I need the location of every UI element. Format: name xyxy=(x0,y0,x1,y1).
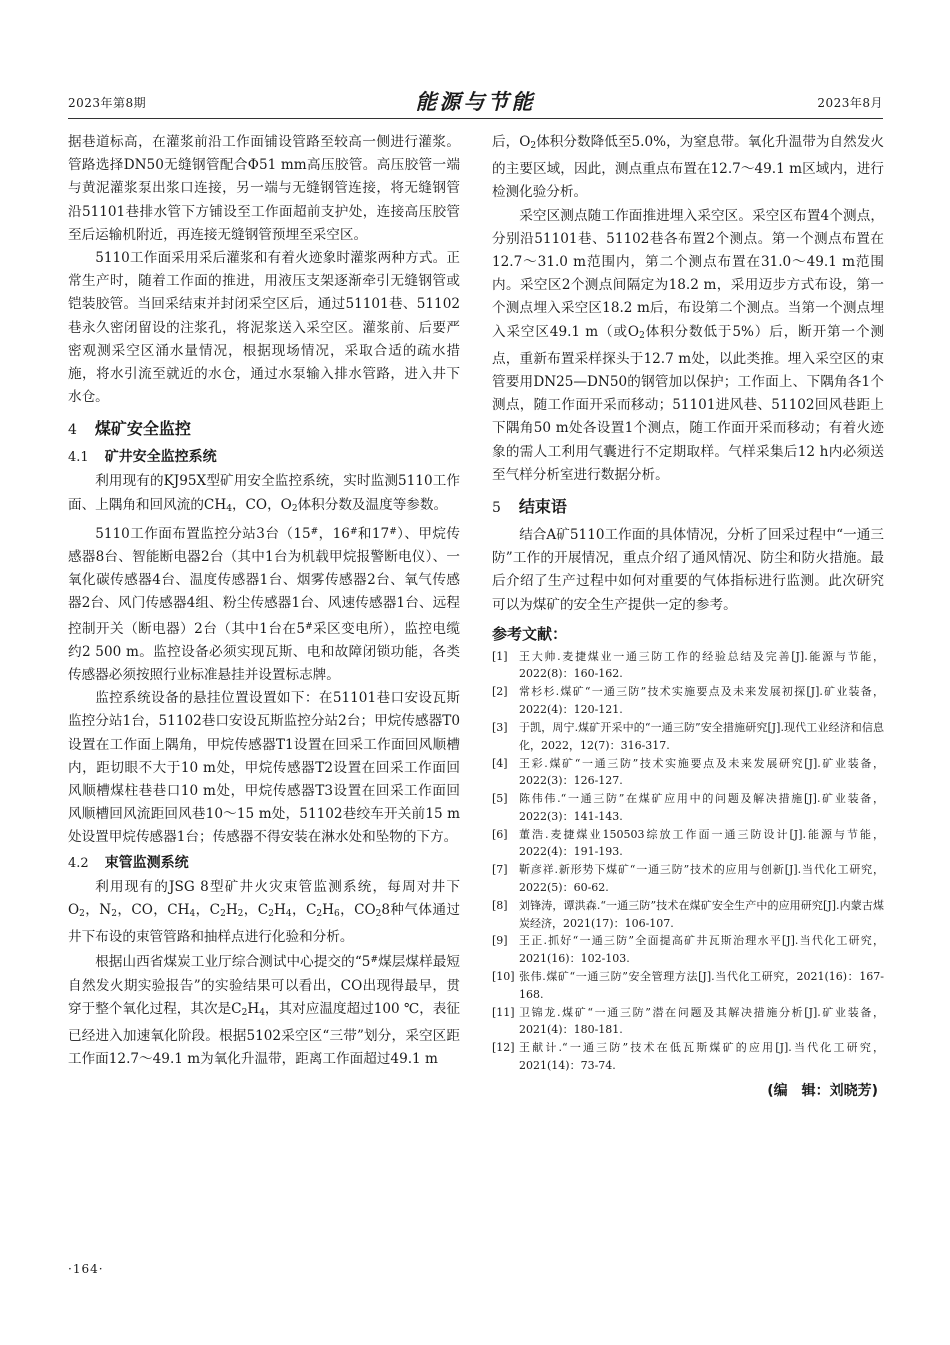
paragraph: 5110工作面布置监控分站3台（15#，16#和17#）、甲烷传感器8台、智能断电器2台（其中1台为机载甲烷报警断电仪）、一氧化碳传感器4台、温度传感器1台、烟雾传感器2台、氧气传感器2台、风门传感器4组、粉尘传感器1台、风速传感器1台、远程控制开关（断电器）2台（其中1台在5#采区变电所），监控电缆约2 500 m。监控设备必须实现瓦斯、电和故障闭锁功能，各类传感器必须按照行业标准悬挂并设置标志牌。 xyxy=(68,525,461,684)
paragraph: 5110工作面采用采后灌浆和有着火迹象时灌浆两种方式。正常生产时，随着工作面的推进，用液压支架逐渐牵引无缝钢管或铠装胶管。当回采结束并封闭采空区后，通过51101巷、51102巷永久密闭留设的注浆孔，将泥浆送入采空区。灌浆前、后要严密观测采空区涌水量情况，根据现场情况，采取合适的疏水措施，将水引流至就近的水仓，通过水泵输入排水管路，进入井下水仓。 xyxy=(68,250,460,406)
reference-item: [1] 王大帅.麦捷煤业一通三防工作的经验总结及完善[J].能源与节能，2022(8)：160-162. xyxy=(492,649,884,681)
subsection-number: 4.1 xyxy=(68,450,89,466)
paragraph: 利用现有的KJ95X型矿用安全监控系统，实时监测5110工作面、上隅角和回风流的CH4，CO，O2体积分数及温度等参数。 xyxy=(68,473,460,514)
reference-list xyxy=(492,648,884,1075)
subsection-number: 4.2 xyxy=(68,855,89,871)
paragraph: 根据山西省煤炭工业厅综合测试中心提交的“5#煤层煤样最短自然发火期实验报告”的实验结果可以看出，CO出现得最早，贯穿于整个氧化过程，其次是C2H4，其对应温度超过100 ℃，表征已经进入加速氧化阶段。根据5102采空区“三带”划分，采空区距工作面12.7～49.1 m为氧化升温带，距离工作面超过49.1 m xyxy=(68,954,460,1068)
reference-item: [12] 王献计.“一通三防”技术在低瓦斯煤矿的应用[J].当代化工研究，2021(14)：73-74. xyxy=(492,1041,884,1072)
subsection-heading-4-2 xyxy=(68,852,460,875)
section-number: 5 xyxy=(492,500,501,517)
section-heading-4 xyxy=(68,417,460,442)
subsection-heading-4-1 xyxy=(68,446,460,469)
editor-credit: (编 辑：刘晓芳) xyxy=(767,1083,878,1100)
reference-item: [8] 刘锋涛，谭洪森.“一通三防”技术在煤矿安全生产中的应用研究[J].内蒙古煤炭经济，2021(17)：106-107. xyxy=(492,898,884,930)
page-header xyxy=(68,86,883,116)
section-heading-5 xyxy=(492,495,884,520)
reference-item: [6] 董浩.麦捷煤业150503综放工作面一通三防设计[J].能源与节能，2022(4)：191-193. xyxy=(492,827,884,859)
reference-item: [4] 王彩.煤矿“一通三防”技术实施要点及未来发展研究[J].矿业装备，2022(3)：126-127. xyxy=(492,756,884,788)
right-column xyxy=(492,131,884,1100)
section-title: 煤矿安全监控 xyxy=(94,419,191,439)
paragraph: 利用现有的JSG 8型矿井火灾束管监测系统，每周对井下O2，N2，CO，CH4，C2H2，C2H4，C2H6，CO28种气体通过井下布设的束管管路和抽样点进行化验和分析。 xyxy=(68,878,461,946)
reference-item: [9] 王正.抓好“一通三防”全面提高矿井瓦斯治理水平[J].当代化工研究，2021(16)：102-103. xyxy=(492,934,884,966)
issue-label: 2023年第8期 xyxy=(68,96,147,110)
reference-item: [10] 张伟.煤矿“一通三防”安全管理方法[J].当代化工研究，2021(16)：167-168. xyxy=(492,970,884,1001)
paragraph: 据巷道标高，在灌浆前沿工作面铺设管路至较高一侧进行灌浆。管路选择DN50无缝钢管配合Φ51 mm高压胶管。高压胶管一端与黄泥灌浆泵出浆口连接，另一端与无缝钢管连接，将无缝钢管沿51101巷排水管下方铺设至工作面超前支护处，连接高压胶管至后运输机附近，再连接无缝钢管预埋至采空区。 xyxy=(68,134,460,243)
reference-item: [2] 常杉杉.煤矿“一通三防”技术实施要点及未来发展初探[J].矿业装备，2022(4)：120-121. xyxy=(492,685,884,717)
section-title: 结束语 xyxy=(518,497,567,517)
paragraph: 结合A矿5110工作面的具体情况，分析了回采过程中“一通三防”工作的开展情况，重点介绍了通风情况、防尘和防火措施。最后介绍了生产过程中如何对重要的气体指标进行监测。此次研究可以为煤矿的安全生产提供一定的参考。 xyxy=(492,527,884,613)
section-number: 4 xyxy=(68,422,77,439)
subsection-title: 矿井安全监控系统 xyxy=(104,449,217,466)
date-label: 2023年8月 xyxy=(817,96,883,110)
reference-item: [7] 靳彦祥.新形势下煤矿“一通三防”技术的应用与创新[J].当代化工研究，2022(5)：60-62. xyxy=(492,863,884,894)
reference-item: [5] 陈伟伟.“一通三防”在煤矿应用中的问题及解决措施[J].矿业装备，2022(3)：141-143. xyxy=(492,792,884,823)
reference-item: [11] 卫锦龙.煤矿“一通三防”潜在问题及其解决措施分析[J].矿业装备，2021(4)：180-181. xyxy=(492,1005,884,1037)
paragraph: 后，O2体积分数降低至5.0%，为窒息带。氧化升温带为自然发火的主要区域，因此，测点重点布置在12.7～49.1 m区域内，进行检测化验分析。 xyxy=(492,134,884,201)
journal-title: 能源与节能 xyxy=(415,89,536,114)
left-column xyxy=(68,131,460,1071)
paragraph: 采空区测点随工作面推进埋入采空区。采空区布置4个测点，分别沿51101巷、51102巷各布置2个测点。第一个测点布置在12.7～31.0 m范围内，第二个测点布置在31.0～49.1 m范围内。采空区2个测点间隔定为18.2 m，采用迈步方式布设，第一个测点埋入采空区18.2 m后，布设第二个测点。当第一个测点埋入采空区49.1 m（或O2体积分数低于5%）后，断开第一个测点，重新布置采样探头于12.7 m处，以此类推。埋入采空区的束管要用DN25—DN50的钢管加以保护；工作面上、下隅角各1个测点，随工作面开采而移动；51101进风巷、51102回风巷距上下隅角50 m处各设置1个测点，随工作面开采而移动；有着火迹象的需人工利用气囊进行不定期取样。气样采集后12 h内必须送至气样分析室进行数据分析。 xyxy=(492,207,884,483)
subsection-title: 束管监测系统 xyxy=(104,854,189,871)
header-rule xyxy=(68,118,883,119)
reference-item: [3] 于凯，周宁.煤矿开采中的“一通三防”安全措施研究[J].现代工业经济和信息化，2022，12(7)：316-317. xyxy=(492,721,884,752)
paragraph: 监控系统设备的悬挂位置设置如下：在51101巷口安设瓦斯监控分站1台，51102巷口安设瓦斯监控分站2台；甲烷传感器T0设置在工作面上隅角，甲烷传感器T1设置在回采工作面回风顺槽内，距切眼不大于10 m处，甲烷传感器T2设置在回采工作面回风顺槽煤柱巷巷口10 m处，甲烷传感器T3设置在回采工作面回风顺槽回风流距回风巷10～15 m处，51102巷绞车开关前15 m处设置甲烷传感器1台；传感器不得安装在淋水处和坠物的下方。 xyxy=(68,690,460,846)
references-heading: 参考文献： xyxy=(492,624,568,643)
page-number: ·164· xyxy=(68,1262,104,1276)
